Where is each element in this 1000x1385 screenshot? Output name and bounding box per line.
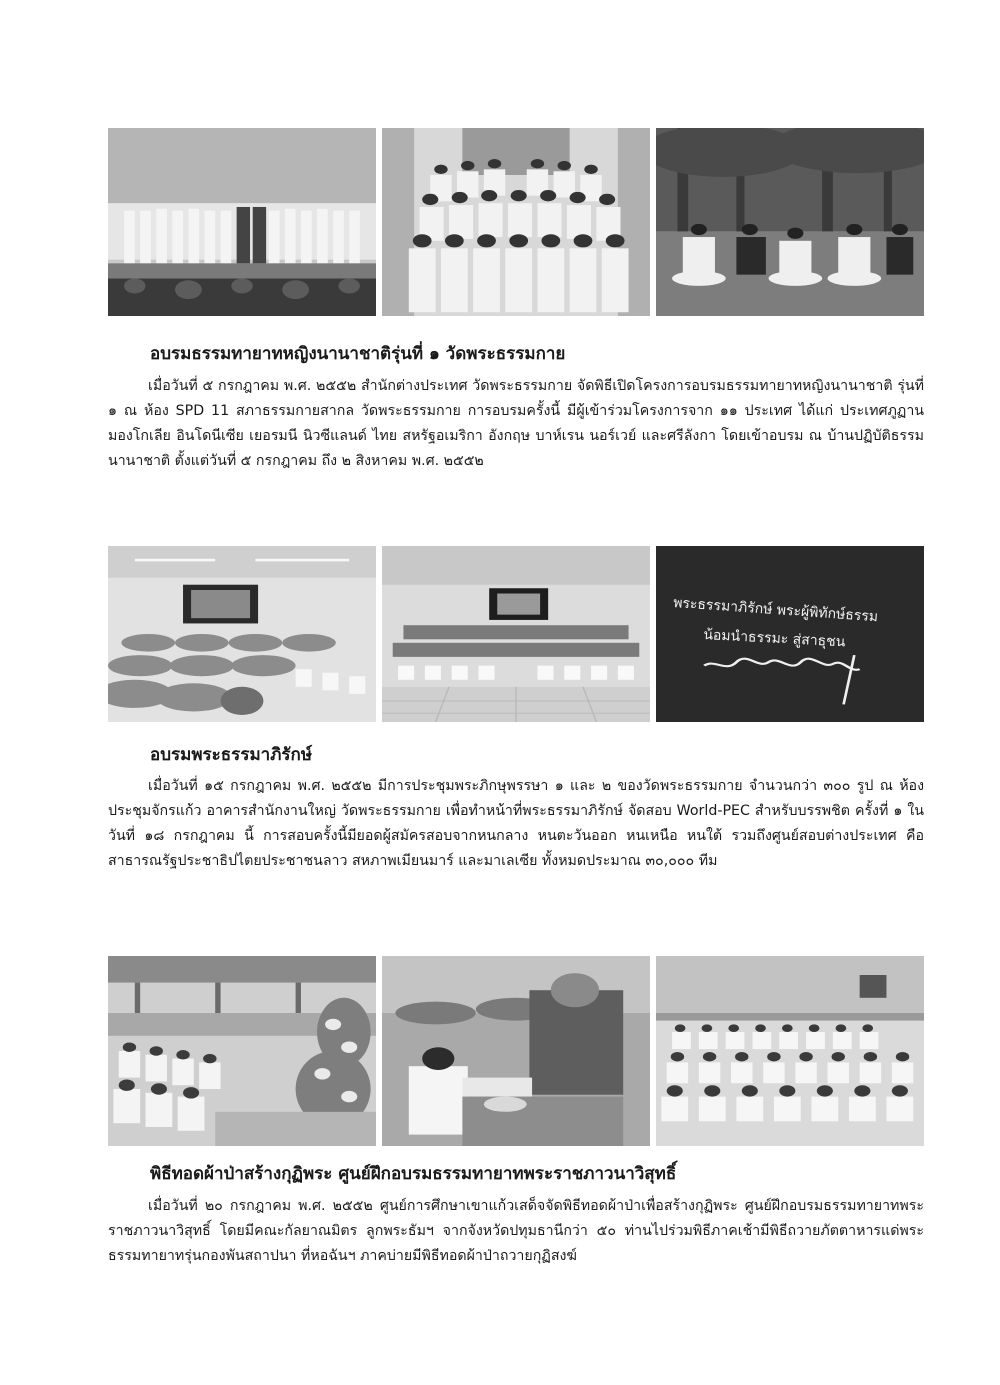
section-2-paragraph: เมื่อวันที่ ๑๕ กรกฎาคม พ.ศ. ๒๕๕๒ มีการประชุมพระภิกษุพรรษา ๑ และ ๒ ของวัดพระธรรมกาย จำนวนกว่า ๓๐๐ รูป ณ ห้องประชุมจักรแก้ว อาคารสำนักงานใหญ่ วัดพระธรรมกาย เพื่อทำหน้าที่พระธรรมาภิรักษ์ จัดสอบ World-PEC สำหรับบรรพชิต ครั้งที่ ๑ ในวันที่ ๑๘ กรกฎาคม นี้ การสอบครั้งนี้มียอดผู้สมัครสอบจากหนกลาง หนตะวันออก หนเหนือ หนใต้ รวมถึงศูนย์สอบต่างประเทศ คือ สาธารณรัฐประชาธิปไตยประชาชนลาว สหภาพเมียนมาร์ และมาเลเซีย ทั้งหมดประมาณ ๓๐,๐๐๐ ทีม <box>108 778 924 869</box>
slide-line-2: น้อมนำธรรมะ สู่สาธุชน <box>703 626 846 651</box>
photo-meditation-lawn <box>656 128 924 316</box>
signature-icon <box>656 546 924 722</box>
section-2-heading: อบรมพระธรรมาภิรักษ์ <box>150 745 313 765</box>
photo-ceremony-flowers <box>108 956 376 1146</box>
photo-seated-crowd <box>656 956 924 1146</box>
photo-monks-hall <box>108 546 376 722</box>
photo-row-1 <box>108 128 924 316</box>
section-3-heading: พิธีทอดผ้าป่าสร้างกุฏิพระ ศูนย์ฝึกอบรมธรรมทายาทพระราชภาวนาวิสุทธิ์ <box>150 1164 677 1184</box>
photo-hall-chairs <box>382 546 650 722</box>
photo-group-women-stage <box>108 128 376 316</box>
photo-slide-title <box>656 546 924 722</box>
photo-row-3 <box>108 956 924 1146</box>
section-1-paragraph: เมื่อวันที่ ๕ กรกฎาคม พ.ศ. ๒๕๕๒ สำนักต่างประเทศ วัดพระธรรมกาย จัดพิธีเปิดโครงการอบรมธรรมทายาทหญิงนานาชาติ รุ่นที่ ๑ ณ ห้อง SPD 11 สภาธรรมกายสากล วัดพระธรรมกาย การอบรมครั้งนี้ มีผู้เข้าร่วมโครงการจาก ๑๑ ประเทศ ได้แก่ ประเทศภูฏาน มองโกเลีย อินโดนีเซีย เยอรมนี นิวซีแลนด์ ไทย สหรัฐอเมริกา อังกฤษ บาห์เรน นอร์เวย์ และศรีลังกา โดยเข้าอบรม ณ บ้านปฏิบัติธรรมนานาชาติ ตั้งแต่วันที่ ๕ กรกฎาคม ถึง ๒ สิงหาคม พ.ศ. ๒๕๕๒ <box>108 378 924 469</box>
slide-line-1: พระธรรมาภิรักษ์ พระผู้พิทักษ์ธรรม <box>672 594 879 626</box>
section-3-paragraph: เมื่อวันที่ ๒๐ กรกฎาคม พ.ศ. ๒๕๕๒ ศูนย์การศึกษาเขาแก้วเสด็จจัดพิธีทอดผ้าป่าเพื่อสร้างกุฏิพระ ศูนย์ฝึกอบรมธรรมทายาทพระราชภาวนาวิสุทธิ์ โดยมีคณะกัลยาณมิตร ลูกพระธัมฯ จากจังหวัดปทุมธานีกว่า ๕๐ ท่านไปร่วมพิธีภาคเช้ามีพิธีถวายภัตตาหารแด่พระธรรมทายาทรุ่นกองพันสถาปนา ที่หอฉันฯ ภาคบ่ายมีพิธีทอดผ้าป่าถวายกุฏิสงฆ์ <box>108 1198 924 1264</box>
photo-monk-offering <box>382 956 650 1146</box>
section-1-heading: อบรมธรรมทายาทหญิงนานาชาติรุ่นที่ ๑ วัดพระธรรมกาย <box>150 344 566 364</box>
photo-group-stairs <box>382 128 650 316</box>
photo-row-2 <box>108 546 924 722</box>
